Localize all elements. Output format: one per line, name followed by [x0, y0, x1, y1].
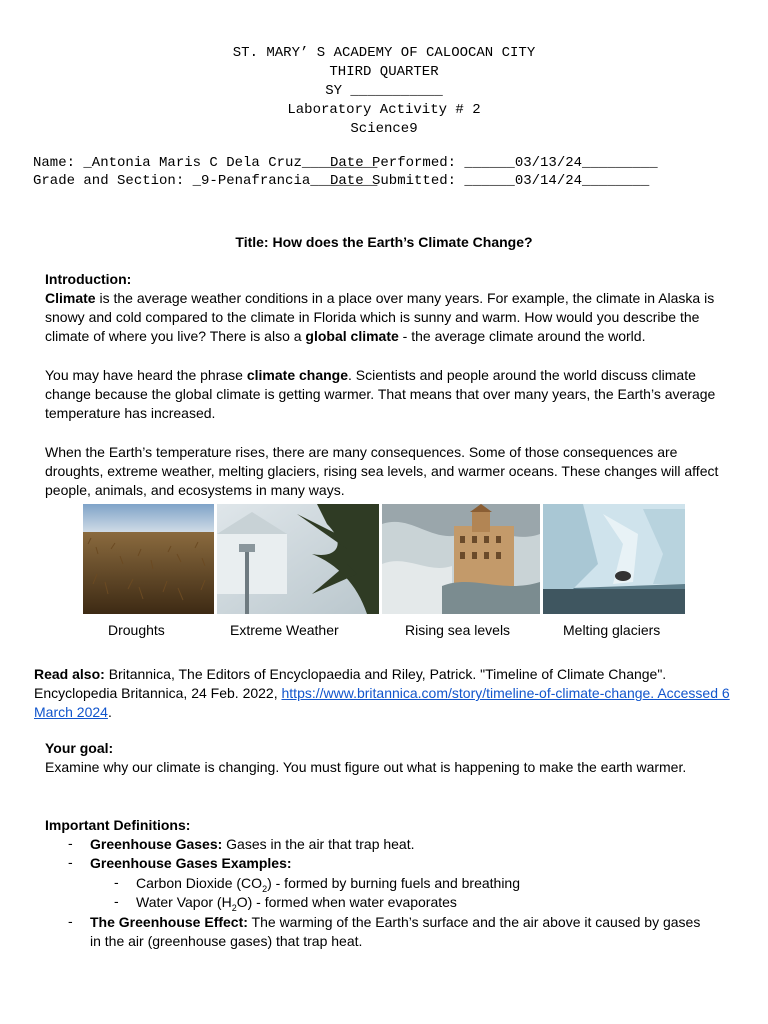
read-also-end: .	[107, 704, 112, 720]
goal-text: Examine why our climate is changing. You must figure out what is happening to make the earth warmer.	[45, 759, 687, 775]
caption-extreme-weather: Extreme Weather	[230, 622, 339, 638]
intro-p2-text-a: You may have heard the phrase	[45, 367, 247, 383]
h2o-text-b: O) - formed when water evaporates	[236, 894, 457, 910]
definition-greenhouse-gases	[90, 835, 415, 854]
caption-droughts: Droughts	[108, 622, 165, 638]
caption-rising-sea-levels: Rising sea levels	[405, 622, 511, 638]
intro-paragraph-1	[45, 289, 735, 346]
grade-section: Grade and Section: _9-Penafrancia________	[33, 173, 378, 189]
intro-p2-text-b: . Scientists and people around the world discuss climate change because the global climate is getting warmer. That means that over many years, the Earth’s average temperature has increased.	[45, 367, 716, 421]
term-greenhouse-effect: The Greenhouse Effect:	[90, 914, 248, 930]
date-submitted: Date Submitted: ______03/14/24________	[330, 173, 650, 189]
goal-heading: Your goal:	[45, 740, 114, 756]
intro-paragraph-2	[45, 366, 735, 423]
student-name: Name: _Antonia Maris C Dela Cruz_________	[33, 155, 378, 171]
term-global-climate: global climate	[305, 328, 399, 344]
activity-number: Laboratory Activity # 2	[287, 102, 481, 118]
page-title: Title: How does the Earth’s Climate Change?	[235, 234, 533, 250]
caption-melting-glaciers: Melting glaciers	[563, 622, 661, 638]
droughts-image	[83, 504, 214, 614]
read-also-text: Britannica, The Editors of Encyclopaedia and Riley, Patrick. "Timeline of Climate Change". Encyclopedia Britannica, 24 Feb. 2022,	[34, 666, 667, 701]
h2o-text-a: Water Vapor (H	[136, 894, 232, 910]
intro-p1-text-a: is the average weather conditions in a place over many years. For example, the climate in Alaska is snowy and cold compared to the climate in Florida which is sunny and warm. How would you describe the climate of where you live? There is also a	[45, 290, 715, 344]
greenhouse-gases-text: Gases in the air that trap heat.	[222, 836, 415, 852]
quarter: THIRD QUARTER	[329, 64, 439, 80]
bullet-dash: -	[68, 854, 73, 870]
term-climate: Climate	[45, 290, 96, 306]
citation-link[interactable]: https://www.britannica.com/story/timeline-of-climate-change. Accessed 6 March 2024	[34, 685, 730, 720]
extreme-weather-image	[217, 504, 379, 614]
read-also-label: Read also:	[34, 666, 105, 682]
school-name: ST. MARY’ S ACADEMY OF CALOOCAN CITY	[232, 45, 536, 61]
definitions-heading: Important Definitions:	[45, 817, 191, 833]
bullet-dash: -	[114, 874, 119, 890]
bullet-dash: -	[114, 893, 119, 909]
rising-sea-levels-image	[382, 504, 540, 614]
term-climate-change: climate change	[246, 367, 349, 383]
date-performed: Date Performed: ______03/13/24_________	[330, 155, 658, 171]
intro-p1-text-b: - the average climate around the world.	[398, 328, 646, 344]
introduction-heading: Introduction:	[45, 271, 132, 287]
co2-text-b: ) - formed by burning fuels and breathing	[267, 875, 521, 891]
bullet-dash: -	[68, 913, 73, 929]
read-also-citation	[34, 665, 734, 722]
melting-glaciers-image	[543, 504, 685, 614]
subject: Science9	[350, 121, 418, 137]
definition-greenhouse-effect	[90, 913, 710, 951]
greenhouse-effect-text: The warming of the Earth’s surface and the air above it caused by gases in the air (greenhouse gases) that trap heat.	[90, 914, 701, 949]
bullet-dash: -	[68, 835, 73, 851]
term-greenhouse-gases-examples: Greenhouse Gases Examples:	[90, 855, 292, 871]
co2-text-a: Carbon Dioxide (CO	[136, 875, 263, 891]
co2-subscript: 2	[262, 883, 268, 894]
term-greenhouse-gases: Greenhouse Gases:	[90, 836, 223, 852]
intro-paragraph-3: When the Earth’s temperature rises, there are many consequences. Some of those consequences are droughts, extreme weather, melting glaciers, rising sea levels, and warmer oceans. These changes will affect people, animals, and ecosystems in many ways.	[45, 444, 719, 498]
h2o-subscript: 2	[231, 902, 237, 913]
school-year: SY ___________	[325, 83, 443, 99]
